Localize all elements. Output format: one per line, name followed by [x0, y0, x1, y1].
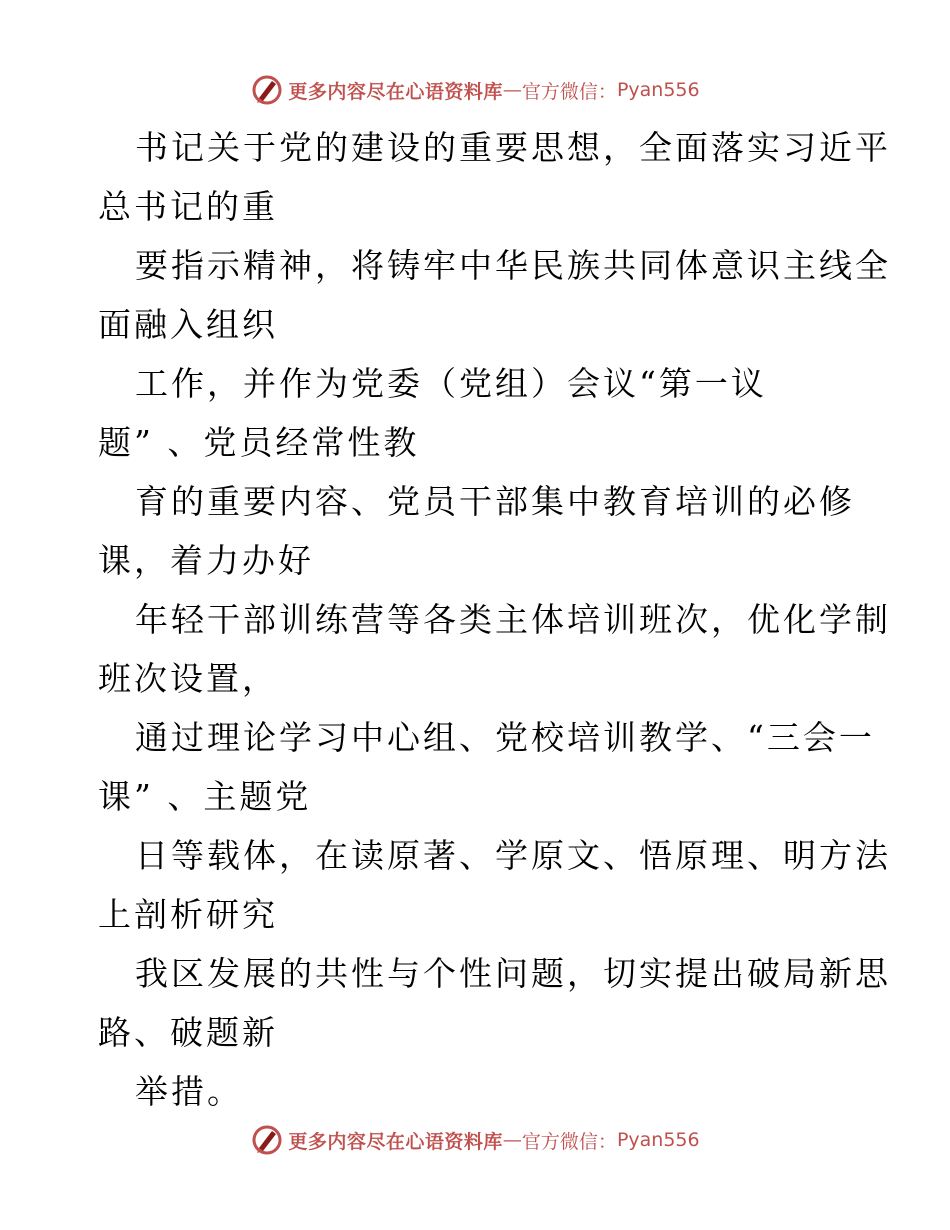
text-line: 工作，并作为党委（党组）会议“第一议: [135, 364, 767, 403]
text-line: 举措。: [135, 1072, 243, 1111]
pen-logo-icon: [250, 73, 284, 107]
text-line: 班次设置，: [98, 659, 278, 698]
text-line: 书记关于党的建设的重要思想，全面落实习近平: [135, 128, 891, 167]
footer-banner: [0, 1120, 950, 1160]
text-line: 上剖析研究: [98, 895, 278, 934]
text-line: 面融入组织: [98, 305, 278, 344]
footer-separator: —: [502, 1129, 522, 1151]
text-line: 年轻干部训练营等各类主体培训班次，优化学制: [135, 600, 891, 639]
header-separator: —: [502, 79, 522, 101]
header-wechat-id: Pyan556: [616, 79, 700, 101]
text-line: 育的重要内容、党员干部集中教育培训的必修: [135, 482, 855, 521]
header-banner: [0, 70, 950, 110]
body-text: [98, 118, 891, 1121]
text-line: 课，着力办好: [98, 541, 314, 580]
header-wechat-label: 官方微信：: [521, 80, 617, 103]
text-line: 要指示精神，将铸牢中华民族共同体意识主线全: [135, 246, 891, 285]
footer-brand-text: 更多内容尽在心语资料库: [288, 1130, 503, 1153]
text-line: 我区发展的共性与个性问题，切实提出破局新思: [135, 954, 891, 993]
text-line: 课” 、主题党: [98, 777, 312, 816]
pen-logo-icon: [250, 1123, 284, 1157]
text-line: 通过理论学习中心组、党校培训教学、“三会一: [135, 718, 875, 757]
header-brand-text: 更多内容尽在心语资料库: [288, 80, 503, 103]
text-line: 题” 、党员经常性教: [98, 423, 420, 462]
text-line: 总书记的重: [98, 187, 278, 226]
footer-wechat-id: Pyan556: [616, 1129, 700, 1151]
text-line: 路、破题新: [98, 1013, 278, 1052]
footer-wechat-label: 官方微信：: [521, 1130, 617, 1153]
text-line: 日等载体，在读原著、学原文、悟原理、明方法: [135, 836, 891, 875]
